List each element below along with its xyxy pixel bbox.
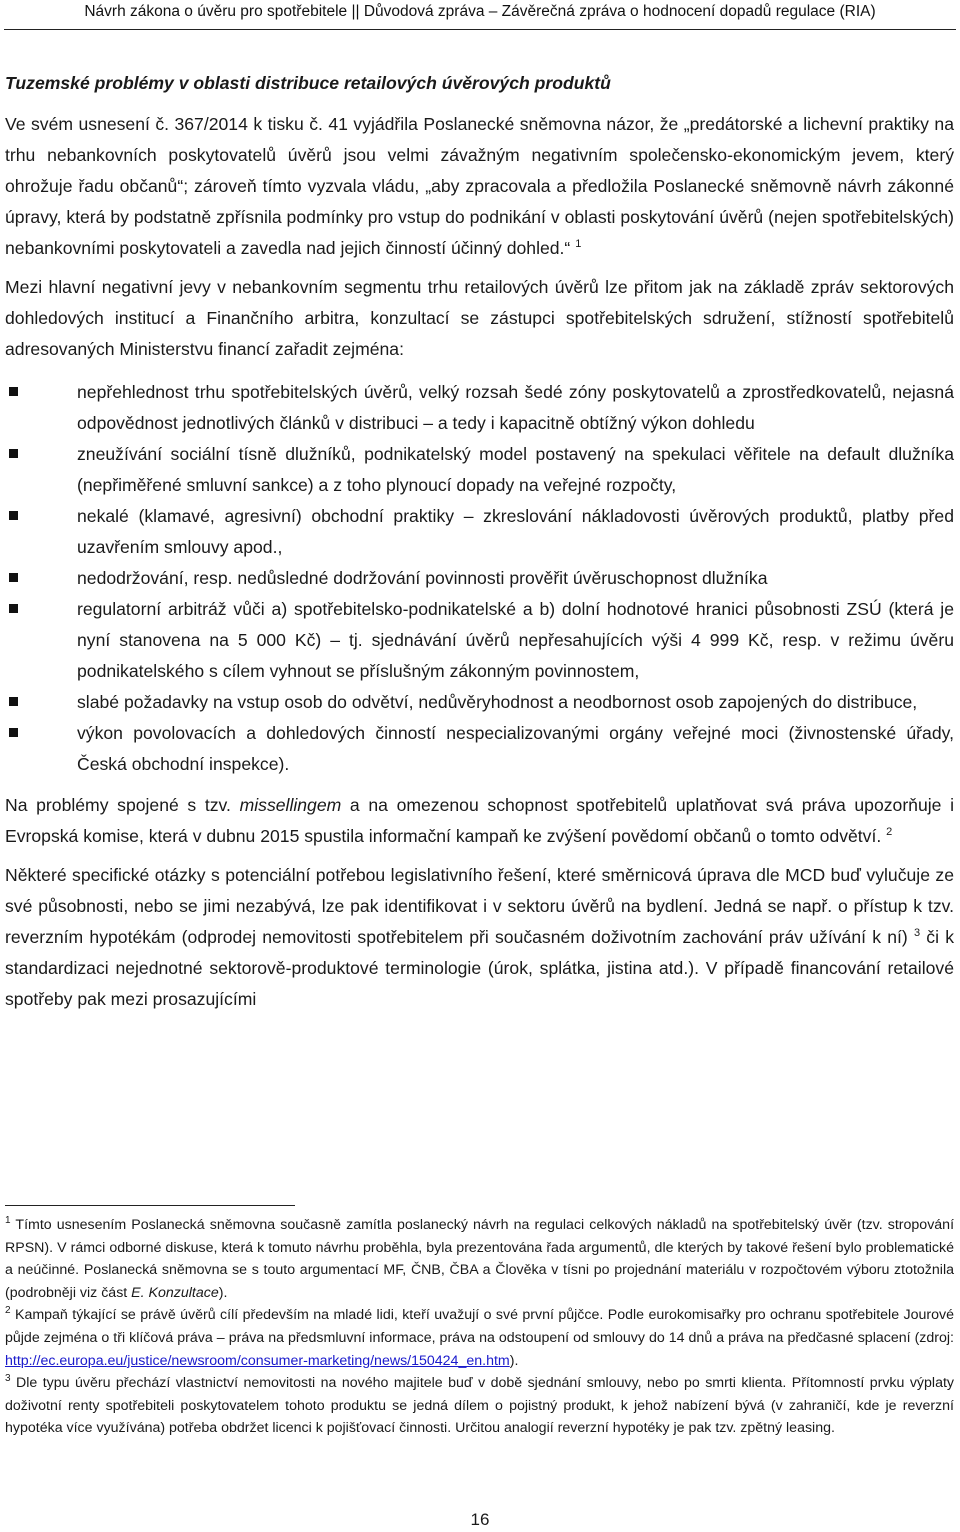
paragraph-1-text: Ve svém usnesení č. 367/2014 k tisku č. 41 vyjádřila Poslanecké sněmovna názor, že „predátorské a lichevní praktiky na trhu nebankovních poskytovatelů úvěrů jsou velmi závažným negativním společensko-ekonomickým jevem, který ohrožuje řadu občanů“; zároveň tímto vyzvala vládu, „aby zpracovala a předložila Poslanecké sněmovně návrh zákonné úpravy, která by podstatně zpřísnila podmínky pro vstup do podnikání v oblasti poskytování úvěrů (nejen spotřebitelských) nebankovními poskytovateli a zavedla nad jejich činností účinný dohled.“: [5, 114, 954, 258]
square-bullet-icon: [9, 604, 18, 613]
footnote-3-number: 3: [5, 1373, 11, 1385]
footnote-1-number: 1: [5, 1215, 11, 1226]
footnote-ref-3[interactable]: 3: [913, 927, 921, 939]
paragraph-3-before: Na problémy spojené s tzv.: [5, 795, 240, 815]
list-item-text: zneužívání sociální tísně dlužníků, podnikatelský model postavený na spekulaci věřitele na default dlužníka (nepřiměřené smluvní sankce) a z toho plynoucí dopady na veřejné rozpočty,: [77, 444, 954, 495]
square-bullet-icon: [9, 573, 18, 582]
paragraph-4: [5, 860, 954, 1015]
list-item: [5, 718, 954, 780]
square-bullet-icon: [9, 449, 18, 458]
footnote-2-text: Kampaň týkající se právě úvěrů cílí především na mladé lidi, kteří uvažují o své první půjčce. Podle eurokomisařky pro ochranu spotřebitele Jourové půjde zejména o tři klíčová práva – práva na předsmluvní informace, práva na odstoupení od smlouvy do 14 dnů a práva na předčasné splacení (zdroj:: [5, 1307, 954, 1346]
paragraph-3-after: a na omezenou schopnost spotřebitelů uplatňovat svá práva upozorňuje i Evropská komise, která v dubnu 2015 spustila informační kampaň ke zvýšení povědomí občanů o tomto odvětví.: [5, 795, 955, 846]
footnote-ref-2[interactable]: 2: [886, 826, 893, 838]
paragraph-4-before: Některé specifické otázky s potenciální potřebou legislativního řešení, které směrnicová úprava dle MCD buď vylučuje ze své působnosti, nebo se jimi nezabývá, lze pak identifikovat i v sektoru úvěrů na bydlení. Jedná se např. o přístup k tzv. reverzním hypotékám (odprodej nemovitosti spotřebitelem při současném doživotním zachování práv užívání k ní): [5, 865, 954, 947]
footnotes: [5, 1214, 954, 1440]
footnote-1-text: Tímto usnesením Poslanecká sněmovna současně zamítla poslanecký návrh na regulaci celkových nákladů na spotřebitelský úvěr (tzv. stropování RPSN). V rámci odborné diskuse, která k tomuto návrhu proběhla, byla prezentována řada argumentů, dle kterých by takové řešení bylo problematické a neúčinné. Poslanecká sněmovna se s touto argumentací MF, ČNB, ČBA a Člověka v tísni po projednání materiálu v rozpočtovém výboru ztotožnila (podrobněji viz část: [5, 1217, 955, 1301]
list-item-text: regulatorní arbitráž vůči a) spotřebitelsko-podnikatelské a b) dolní hodnotové hranici působnosti ZSÚ (která je nyní stanovena na 5 000 Kč) – tj. sjednávání úvěrů nepřesahujících výši 4 999 Kč, resp. v režimu úvěru podnikatelského s cílem vyhnout se příslušným zákonným povinnostem,: [77, 599, 954, 681]
list-item-text: výkon povolovacích a dohledových činností nespecializovanými orgány veřejné moci (živnostenské úřady, Česká obchodní inspekce).: [77, 723, 954, 774]
square-bullet-icon: [9, 511, 18, 520]
list-item: [5, 501, 954, 563]
footnote-2-link[interactable]: http://ec.europa.eu/justice/newsroom/consumer-marketing/news/150424_en.htm: [5, 1352, 510, 1369]
list-item: [5, 594, 954, 687]
footnote-2-number: 2: [5, 1305, 11, 1317]
problem-list: [5, 377, 954, 780]
header-divider: [4, 29, 956, 30]
list-item: [5, 563, 954, 594]
footnote-1: [5, 1214, 954, 1304]
list-item-text: nekalé (klamavé, agresivní) obchodní praktiky – zkreslování nákladovosti úvěrových produktů, platby před uzavřením smlouvy apod.,: [77, 506, 954, 557]
list-item: [5, 687, 954, 718]
footnote-ref-1[interactable]: 1: [575, 238, 582, 250]
square-bullet-icon: [9, 387, 18, 396]
list-item-text: nepřehlednost trhu spotřebitelských úvěrů, velký rozsah šedé zóny poskytovatelů a zprostředkovatelů, nejasná odpovědnost jednotlivých článků v distribuci – a tedy i kapacitně obtížný výkon dohledu: [77, 382, 954, 433]
footnote-1-end: ).: [218, 1284, 228, 1301]
page-number: 16: [470, 1510, 490, 1529]
page-header: Návrh zákona o úvěru pro spotřebitele || Důvodová zpráva – Závěrečná zpráva o hodnocení dopadů regulace (RIA): [84, 3, 876, 20]
paragraph-2: Mezi hlavní negativní jevy v nebankovním segmentu trhu retailových úvěrů lze přitom jak na základě zpráv sektorových dohledových institucí a Finančního arbitra, konzultací se zástupci spotřebitelských sdružení, stížností spotřebitelů adresovaných Ministerstvu financí zařadit zejména:: [5, 277, 954, 359]
footnote-divider: [5, 1205, 295, 1206]
paragraph-1: [5, 109, 954, 264]
list-item: [5, 439, 954, 501]
list-item-text: slabé požadavky na vstup osob do odvětví, nedůvěryhodnost a neodbornost osob zapojených do distribuce,: [77, 692, 918, 712]
square-bullet-icon: [9, 697, 18, 706]
footnote-3: [5, 1372, 954, 1440]
footnote-3-text: Dle typu úvěru přechází vlastnictví nemovitosti na nového majitele buď v době sjednání smlouvy, nebo po smrti klienta. Přítomností prvku výplaty doživotní renty spotřebiteli poskytovatelem tohoto produktu se jedná dílem o pojistný produkt, k jehož nabízení bývá (v zahraničí, kde je reverzní hypotéka více využívána) potřeba obdržet licenci k pojišťovací činnosti. Určitou analogií reverzní hypotéky je pak tzv. zpětný leasing.: [5, 1375, 954, 1437]
footnote-1-italic: E. Konzultace: [131, 1284, 219, 1301]
footnote-2-end: ).: [509, 1352, 519, 1369]
list-item: [5, 377, 954, 439]
footnote-2: [5, 1304, 954, 1372]
section-title: Tuzemské problémy v oblasti distribuce retailových úvěrových produktů: [5, 73, 611, 93]
list-item-text: nedodržování, resp. nedůsledné dodržování povinnosti prověřit úvěruschopnost dlužníka: [77, 568, 768, 588]
document-body: [5, 68, 954, 1023]
paragraph-4-after: či k standardizaci nejednotné sektorově-produktové terminologie (úrok, splátka, jistina atd.). V případě financování retailové spotřeby pak mezi prosazujícími: [5, 927, 955, 1009]
square-bullet-icon: [9, 728, 18, 737]
paragraph-3: [5, 790, 954, 852]
paragraph-3-italic: missellingem: [239, 795, 342, 815]
